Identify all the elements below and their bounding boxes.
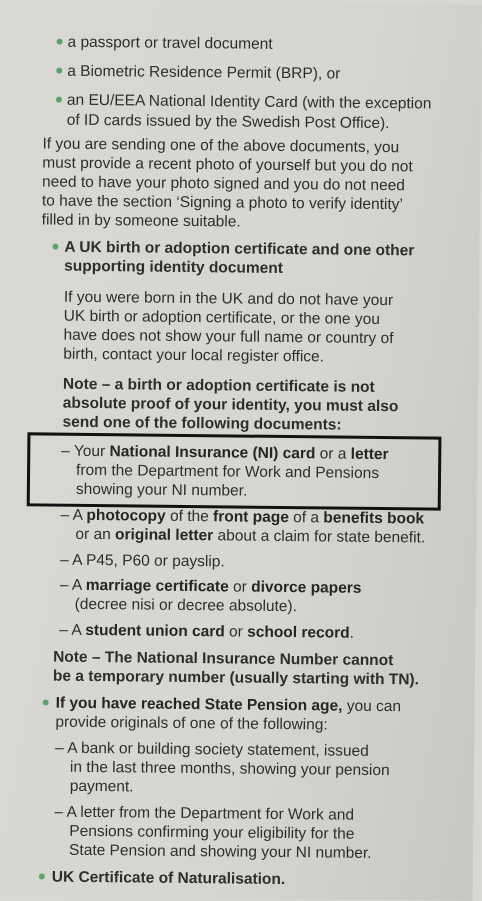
marriage-item-line1: – A marriage certificate or divorce papers [59, 576, 362, 597]
dwp-item: Pensions confirming your eligibility for the [69, 822, 355, 843]
marriage-item-line2: (decree nisi or decree absolute). [74, 595, 298, 616]
para1-line: need to have your photo signed and you do not need [42, 173, 405, 195]
ni-item-line1: – Your National Insurance (NI) card or a letter [61, 442, 389, 464]
uk-birth-para: birth, contact your local register office. [63, 345, 325, 366]
bullet-icon [56, 97, 62, 103]
bullet-icon [56, 68, 62, 74]
dwp-item: State Pension and showing your NI number. [69, 841, 372, 862]
p45-item: – A P45, P60 or payslip. [60, 551, 225, 571]
para1-line: filled in by someone suitable. [41, 211, 241, 231]
note1: absolute proof of your identity, you must also [62, 394, 399, 416]
bank-item: – A bank or building society statement, issued [55, 739, 369, 760]
naturalisation: UK Certificate of Naturalisation. [51, 868, 286, 889]
ni-item-line3: showing your NI number. [75, 480, 248, 500]
bullet-eu-id-line1: an EU/EEA National Identity Card (with the exception [66, 91, 432, 113]
student-item: – A student union card or school record. [59, 621, 355, 642]
uk-birth-heading: A UK birth or adoption certificate and one other [64, 238, 415, 260]
uk-birth-para: have does not show your full name or country of [63, 326, 394, 348]
bullet-icon [52, 244, 58, 250]
bullet-brp: a Biometric Residence Permit (BRP), or [67, 62, 341, 83]
note2: Note – The National Insurance Number cannot [53, 648, 394, 670]
uk-birth-heading: supporting identity document [64, 257, 284, 277]
note1: send one of the following documents: [62, 413, 342, 434]
note1: Note – a birth or adoption certificate is not [62, 375, 375, 396]
uk-birth-para: If you were born in the UK and do not have your [63, 288, 394, 310]
bullet-icon [39, 873, 45, 879]
bank-item: in the last three months, showing your pension [69, 758, 390, 780]
para1-line: to have the section ‘Signing a photo to verify identity’ [41, 192, 403, 214]
note2: be a temporary number (usually starting with TN). [52, 667, 420, 689]
bullet-icon [43, 699, 49, 705]
pension-line2: provide originals of one of the following: [55, 713, 328, 734]
photocopy-item-line1: – A photocopy of the front page of a benefits book [60, 506, 425, 528]
para1-line: must provide a recent photo of yourself but you do not [42, 154, 413, 176]
dwp-item: – A letter from the Department for Work and [54, 803, 355, 824]
para1-line: If you are sending one of the above documents, you [42, 135, 400, 157]
bullet-eu-id-line2: of ID cards issued by the Swedish Post Office). [66, 111, 390, 133]
pension-line1: If you have reached State Pension age, you can [55, 694, 402, 716]
bank-item: payment. [69, 777, 134, 796]
bullet-passport: a passport or travel document [67, 33, 273, 53]
photocopy-item-line2: or an original letter about a claim for state benefit. [75, 525, 426, 547]
ni-item-line2: from the Department for Work and Pensions [75, 461, 380, 482]
bullet-icon [57, 39, 63, 45]
uk-birth-para: UK birth or adoption certificate, or the one you [63, 307, 380, 328]
